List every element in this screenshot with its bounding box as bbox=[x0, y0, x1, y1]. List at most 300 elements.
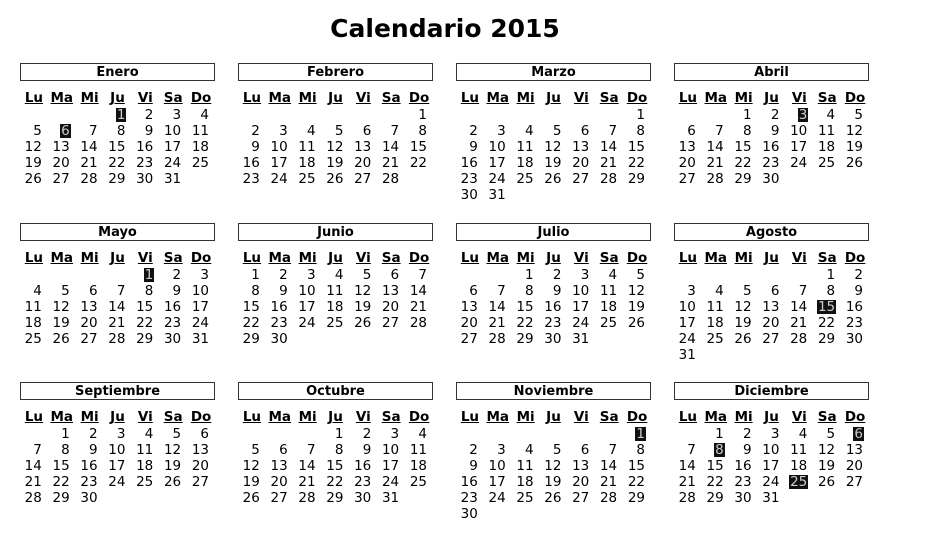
day bbox=[623, 458, 651, 474]
day-number: 28 bbox=[599, 490, 618, 506]
day-number: 15 bbox=[52, 458, 70, 474]
day-number: 25 bbox=[790, 474, 808, 490]
day bbox=[730, 426, 758, 442]
day-number: 21 bbox=[599, 474, 618, 490]
holiday-day bbox=[48, 123, 76, 139]
weekday-header: Sa bbox=[381, 250, 401, 266]
day-number: 4 bbox=[144, 426, 154, 442]
day-number: 23 bbox=[460, 490, 478, 506]
day-number: 6 bbox=[854, 426, 863, 442]
day-number: 19 bbox=[354, 299, 372, 315]
day-number: 14 bbox=[80, 139, 98, 155]
day-number: 10 bbox=[790, 123, 808, 139]
empty-cell bbox=[758, 267, 786, 283]
day-number: 22 bbox=[627, 474, 645, 490]
weekday-header: Ma bbox=[486, 250, 510, 266]
day-number: 6 bbox=[200, 426, 209, 442]
day bbox=[294, 139, 322, 155]
day-number: 12 bbox=[326, 139, 344, 155]
day bbox=[48, 155, 76, 171]
day-number: 19 bbox=[24, 155, 42, 171]
day-number: 23 bbox=[80, 474, 98, 490]
day-number: 21 bbox=[298, 474, 316, 490]
day-number: 26 bbox=[544, 171, 562, 187]
day-number: 1 bbox=[418, 107, 427, 123]
day-number: 8 bbox=[636, 442, 645, 458]
day-number: 1 bbox=[715, 426, 724, 442]
weekday-header: Ma bbox=[704, 90, 728, 106]
day bbox=[266, 155, 294, 171]
day bbox=[159, 155, 187, 171]
day-number: 2 bbox=[469, 123, 478, 139]
day bbox=[294, 315, 322, 331]
day-number: 19 bbox=[627, 299, 645, 315]
day-number: 27 bbox=[191, 474, 209, 490]
day-number: 7 bbox=[608, 123, 618, 139]
day-number: 7 bbox=[687, 442, 696, 458]
day bbox=[730, 171, 758, 187]
weekday-header: Ma bbox=[704, 250, 728, 266]
day bbox=[187, 458, 215, 474]
day-number: 15 bbox=[817, 299, 836, 315]
day-number: 8 bbox=[715, 442, 724, 458]
day bbox=[567, 267, 595, 283]
day-number: 24 bbox=[790, 155, 808, 171]
day bbox=[567, 474, 595, 490]
empty-cell bbox=[20, 267, 48, 283]
month-title: Marzo bbox=[456, 63, 651, 81]
day-number: 2 bbox=[770, 107, 780, 123]
day-number: 8 bbox=[61, 442, 70, 458]
day-number: 19 bbox=[52, 315, 70, 331]
day-number: 24 bbox=[191, 315, 209, 331]
day bbox=[567, 331, 595, 347]
day bbox=[20, 139, 48, 155]
day bbox=[294, 123, 322, 139]
weekday-header: Ma bbox=[486, 409, 510, 425]
day-number: 22 bbox=[627, 155, 645, 171]
day bbox=[238, 139, 266, 155]
day-number: 1 bbox=[334, 426, 344, 442]
day-number: 25 bbox=[409, 474, 427, 490]
day bbox=[187, 426, 215, 442]
day-number: 2 bbox=[251, 123, 260, 139]
day-number: 4 bbox=[524, 442, 534, 458]
empty-cell bbox=[595, 107, 623, 123]
day bbox=[623, 474, 651, 490]
day bbox=[349, 283, 377, 299]
weekday-header: Sa bbox=[163, 409, 183, 425]
day-number: 16 bbox=[136, 139, 154, 155]
day-number: 16 bbox=[80, 458, 98, 474]
weekday-header: Mi bbox=[734, 250, 753, 266]
empty-cell bbox=[76, 267, 104, 283]
day-number: 10 bbox=[488, 139, 506, 155]
day bbox=[567, 155, 595, 171]
empty-cell bbox=[484, 426, 512, 442]
day bbox=[187, 474, 215, 490]
day-number: 6 bbox=[580, 442, 590, 458]
day-number: 22 bbox=[734, 155, 752, 171]
day-number: 20 bbox=[381, 299, 400, 315]
day bbox=[540, 315, 568, 331]
day bbox=[813, 107, 841, 123]
day-number: 6 bbox=[770, 283, 780, 299]
day bbox=[266, 171, 294, 187]
day-number: 4 bbox=[334, 267, 344, 283]
day bbox=[595, 171, 623, 187]
day bbox=[349, 155, 377, 171]
day-number: 21 bbox=[381, 155, 400, 171]
day-number: 9 bbox=[552, 283, 562, 299]
day-number: 28 bbox=[706, 171, 724, 187]
weekday-header: Ju bbox=[328, 409, 343, 425]
day bbox=[159, 426, 187, 442]
day bbox=[405, 123, 433, 139]
day bbox=[76, 315, 104, 331]
day bbox=[512, 474, 540, 490]
weekday-header: Do bbox=[408, 250, 430, 266]
day-number: 3 bbox=[279, 123, 288, 139]
empty-cell bbox=[702, 267, 730, 283]
day-number: 11 bbox=[706, 299, 724, 315]
weekday-header: Vi bbox=[355, 250, 371, 266]
day bbox=[159, 474, 187, 490]
day bbox=[595, 442, 623, 458]
day-number: 14 bbox=[706, 139, 724, 155]
day-number: 27 bbox=[52, 171, 70, 187]
day bbox=[540, 299, 568, 315]
day bbox=[841, 474, 869, 490]
day-number: 18 bbox=[409, 458, 427, 474]
day bbox=[377, 155, 405, 171]
day bbox=[841, 123, 869, 139]
day-number: 12 bbox=[734, 299, 752, 315]
day bbox=[623, 442, 651, 458]
day-number: 30 bbox=[163, 331, 182, 347]
day bbox=[567, 458, 595, 474]
month-days bbox=[20, 90, 215, 187]
day-number: 7 bbox=[33, 442, 42, 458]
day bbox=[104, 139, 132, 155]
weekday-header: Mi bbox=[734, 90, 753, 106]
day bbox=[512, 155, 540, 171]
day-number: 11 bbox=[599, 283, 618, 299]
day-number: 14 bbox=[381, 139, 400, 155]
day bbox=[758, 123, 786, 139]
day-number: 13 bbox=[270, 458, 288, 474]
day bbox=[104, 299, 132, 315]
day-number: 7 bbox=[798, 283, 808, 299]
day bbox=[813, 442, 841, 458]
holiday-day bbox=[813, 299, 841, 315]
day bbox=[540, 474, 568, 490]
day-number: 19 bbox=[734, 315, 752, 331]
day bbox=[131, 107, 159, 123]
day-number: 19 bbox=[242, 474, 260, 490]
day-number: 16 bbox=[270, 299, 288, 315]
day bbox=[48, 139, 76, 155]
day-number: 14 bbox=[409, 283, 427, 299]
day bbox=[294, 283, 322, 299]
day bbox=[813, 315, 841, 331]
day bbox=[674, 474, 702, 490]
day-number: 22 bbox=[326, 474, 344, 490]
empty-cell bbox=[322, 107, 350, 123]
day-number: 15 bbox=[108, 139, 126, 155]
day bbox=[349, 474, 377, 490]
day bbox=[623, 267, 651, 283]
day bbox=[20, 123, 48, 139]
day bbox=[674, 347, 702, 363]
day-number: 12 bbox=[163, 442, 182, 458]
day-number: 26 bbox=[544, 490, 562, 506]
weekday-header: Ma bbox=[50, 250, 74, 266]
day-number: 26 bbox=[734, 331, 752, 347]
weekday-header: Vi bbox=[137, 90, 153, 106]
day bbox=[758, 283, 786, 299]
day bbox=[159, 331, 187, 347]
day bbox=[405, 139, 433, 155]
day-number: 15 bbox=[409, 139, 427, 155]
day bbox=[595, 283, 623, 299]
weekday-header: Mi bbox=[298, 250, 317, 266]
weekday-header: Sa bbox=[817, 90, 837, 106]
day-number: 11 bbox=[326, 283, 344, 299]
empty-cell bbox=[540, 107, 568, 123]
empty-cell bbox=[674, 107, 702, 123]
day bbox=[405, 426, 433, 442]
day bbox=[238, 155, 266, 171]
weekday-header: Lu bbox=[24, 409, 44, 425]
month-abril bbox=[674, 63, 869, 187]
day bbox=[595, 155, 623, 171]
day bbox=[674, 458, 702, 474]
day-number: 14 bbox=[488, 299, 506, 315]
day-number: 26 bbox=[52, 331, 70, 347]
day-number: 10 bbox=[488, 458, 506, 474]
month-julio bbox=[456, 223, 651, 347]
day bbox=[104, 315, 132, 331]
weekday-header: Ju bbox=[110, 409, 125, 425]
weekday-header: Do bbox=[190, 90, 212, 106]
day-number: 21 bbox=[24, 474, 42, 490]
day-number: 10 bbox=[678, 299, 696, 315]
weekday-header: Mi bbox=[80, 90, 99, 106]
weekday-header: Lu bbox=[460, 409, 480, 425]
day bbox=[322, 458, 350, 474]
day-number: 24 bbox=[572, 315, 590, 331]
day bbox=[595, 299, 623, 315]
day bbox=[159, 315, 187, 331]
day bbox=[512, 490, 540, 506]
day-number: 11 bbox=[790, 442, 808, 458]
day bbox=[841, 107, 869, 123]
day bbox=[567, 171, 595, 187]
day bbox=[484, 139, 512, 155]
day bbox=[758, 426, 786, 442]
day bbox=[131, 283, 159, 299]
day bbox=[20, 315, 48, 331]
holiday-day bbox=[785, 474, 813, 490]
day bbox=[702, 299, 730, 315]
day bbox=[377, 315, 405, 331]
day-number: 27 bbox=[678, 171, 696, 187]
day bbox=[813, 267, 841, 283]
day-number: 14 bbox=[678, 458, 696, 474]
day-number: 12 bbox=[845, 123, 863, 139]
month-mayo bbox=[20, 223, 215, 347]
day bbox=[349, 490, 377, 506]
day-number: 13 bbox=[572, 458, 590, 474]
day bbox=[540, 458, 568, 474]
empty-cell bbox=[456, 426, 484, 442]
day bbox=[512, 139, 540, 155]
weekday-header: Ma bbox=[268, 250, 292, 266]
day-number: 9 bbox=[469, 139, 478, 155]
day-number: 20 bbox=[191, 458, 209, 474]
day-number: 11 bbox=[136, 442, 154, 458]
day-number: 20 bbox=[270, 474, 288, 490]
day-number: 21 bbox=[108, 315, 126, 331]
day bbox=[104, 283, 132, 299]
day-number: 10 bbox=[108, 442, 126, 458]
day-number: 26 bbox=[354, 315, 372, 331]
day-number: 22 bbox=[516, 315, 534, 331]
day-number: 2 bbox=[854, 267, 863, 283]
day bbox=[349, 267, 377, 283]
day-number: 29 bbox=[627, 490, 645, 506]
empty-cell bbox=[20, 107, 48, 123]
day-number: 1 bbox=[61, 426, 70, 442]
day-number: 6 bbox=[390, 267, 400, 283]
day bbox=[702, 426, 730, 442]
day bbox=[377, 490, 405, 506]
empty-cell bbox=[484, 267, 512, 283]
day-number: 29 bbox=[817, 331, 836, 347]
day-number: 17 bbox=[488, 474, 506, 490]
day bbox=[20, 171, 48, 187]
day-number: 12 bbox=[242, 458, 260, 474]
day-number: 27 bbox=[80, 331, 98, 347]
day bbox=[623, 139, 651, 155]
day-number: 22 bbox=[242, 315, 260, 331]
day bbox=[48, 474, 76, 490]
day-number: 14 bbox=[599, 458, 618, 474]
day-number: 1 bbox=[251, 267, 260, 283]
day bbox=[159, 267, 187, 283]
day bbox=[405, 315, 433, 331]
day bbox=[377, 139, 405, 155]
day bbox=[702, 490, 730, 506]
weekday-header: Mi bbox=[298, 409, 317, 425]
day bbox=[377, 426, 405, 442]
day-number: 5 bbox=[33, 123, 42, 139]
day bbox=[104, 155, 132, 171]
day-number: 12 bbox=[817, 442, 836, 458]
day bbox=[20, 442, 48, 458]
empty-cell bbox=[456, 107, 484, 123]
day bbox=[238, 442, 266, 458]
day bbox=[567, 139, 595, 155]
day bbox=[730, 299, 758, 315]
day-number: 13 bbox=[572, 139, 590, 155]
day-number: 31 bbox=[762, 490, 780, 506]
day bbox=[512, 171, 540, 187]
day bbox=[266, 315, 294, 331]
day bbox=[512, 458, 540, 474]
weekday-header: Sa bbox=[817, 409, 837, 425]
day-number: 16 bbox=[163, 299, 182, 315]
day-number: 28 bbox=[80, 171, 98, 187]
month-title: Diciembre bbox=[674, 382, 869, 400]
month-title: Septiembre bbox=[20, 382, 215, 400]
weekday-header: Ju bbox=[546, 90, 561, 106]
day-number: 3 bbox=[497, 442, 506, 458]
day bbox=[841, 267, 869, 283]
month-title: Octubre bbox=[238, 382, 433, 400]
day bbox=[758, 490, 786, 506]
day-number: 23 bbox=[163, 315, 182, 331]
weekday-header: Ju bbox=[546, 250, 561, 266]
day-number: 21 bbox=[599, 155, 618, 171]
day-number: 17 bbox=[381, 458, 400, 474]
day bbox=[730, 155, 758, 171]
weekday-header: Sa bbox=[163, 90, 183, 106]
day-number: 26 bbox=[242, 490, 260, 506]
day bbox=[104, 442, 132, 458]
day bbox=[294, 171, 322, 187]
day bbox=[238, 171, 266, 187]
day-number: 19 bbox=[845, 139, 863, 155]
holiday-day bbox=[104, 107, 132, 123]
day-number: 21 bbox=[80, 155, 98, 171]
day-number: 9 bbox=[770, 123, 780, 139]
day-number: 30 bbox=[354, 490, 372, 506]
day-number: 15 bbox=[516, 299, 534, 315]
day-number: 10 bbox=[762, 442, 780, 458]
day-number: 4 bbox=[798, 426, 808, 442]
day bbox=[76, 139, 104, 155]
day-number: 23 bbox=[544, 315, 562, 331]
day-number: 11 bbox=[191, 123, 209, 139]
day-number: 14 bbox=[24, 458, 42, 474]
day bbox=[730, 474, 758, 490]
weekday-header: Ju bbox=[110, 90, 125, 106]
day-number: 3 bbox=[770, 426, 780, 442]
day-number: 12 bbox=[354, 283, 372, 299]
day-number: 5 bbox=[172, 426, 182, 442]
day bbox=[484, 490, 512, 506]
day bbox=[20, 155, 48, 171]
day-number: 2 bbox=[172, 267, 182, 283]
day-number: 15 bbox=[706, 458, 724, 474]
day-number: 18 bbox=[298, 155, 316, 171]
day bbox=[131, 458, 159, 474]
month-days bbox=[238, 409, 433, 506]
day-number: 4 bbox=[200, 107, 209, 123]
day bbox=[595, 490, 623, 506]
day-number: 24 bbox=[270, 171, 288, 187]
day-number: 22 bbox=[706, 474, 724, 490]
day bbox=[456, 315, 484, 331]
day bbox=[540, 123, 568, 139]
day-number: 1 bbox=[116, 107, 126, 123]
day-number: 16 bbox=[544, 299, 562, 315]
day-number: 29 bbox=[706, 490, 724, 506]
day-number: 19 bbox=[817, 458, 836, 474]
day-number: 4 bbox=[306, 123, 316, 139]
